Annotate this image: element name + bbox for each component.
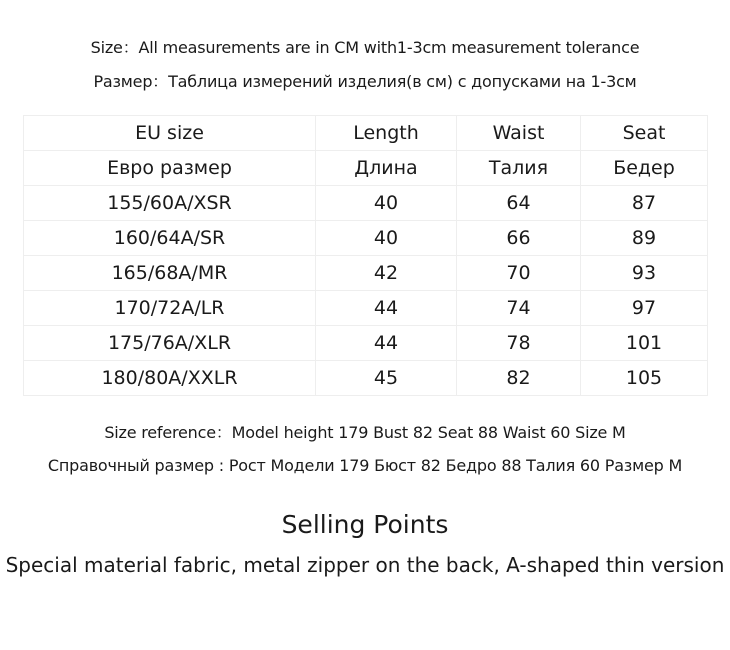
cell-seat: 101 (581, 326, 708, 361)
table-row (24, 186, 708, 221)
cell-length: 42 (316, 256, 457, 291)
header-seat: Seat (581, 116, 708, 151)
cell-length: 44 (316, 326, 457, 361)
cell-waist: 78 (457, 326, 581, 361)
table-header-row-russian (24, 151, 708, 186)
selling-points-title: Selling Points (281, 510, 449, 539)
intro-english: Size：All measurements are in CM with1-3cm measurement tolerance (90, 38, 640, 57)
cell-waist: 66 (457, 221, 581, 256)
table-row (24, 256, 708, 291)
intro-russian: Размер：Таблица измерений изделия(в см) с допусками на 1-3см (93, 72, 637, 91)
cell-length: 45 (316, 361, 457, 396)
cell-waist: 64 (457, 186, 581, 221)
selling-points-text: Special material fabric, metal zipper on the back, A-shaped thin version (5, 553, 725, 577)
cell-waist: 74 (457, 291, 581, 326)
header-length-ru: Длина (316, 151, 457, 186)
cell-size: 175/76A/XLR (24, 326, 316, 361)
table-row (24, 326, 708, 361)
table-row (24, 291, 708, 326)
header-waist: Waist (457, 116, 581, 151)
header-eu-size-ru: Евро размер (24, 151, 316, 186)
cell-size: 160/64A/SR (24, 221, 316, 256)
cell-size: 165/68A/MR (24, 256, 316, 291)
header-length: Length (316, 116, 457, 151)
size-reference-russian: Справочный размер : Рост Модели 179 Бюст 82 Бедро 88 Талия 60 Размер M (47, 456, 683, 475)
header-waist-ru: Талия (457, 151, 581, 186)
table-row (24, 361, 708, 396)
cell-seat: 93 (581, 256, 708, 291)
size-reference-english: Size reference：Model height 179 Bust 82 Seat 88 Waist 60 Size M (104, 423, 626, 442)
cell-seat: 97 (581, 291, 708, 326)
cell-size: 180/80A/XXLR (24, 361, 316, 396)
cell-length: 40 (316, 186, 457, 221)
header-eu-size: EU size (24, 116, 316, 151)
cell-size: 170/72A/LR (24, 291, 316, 326)
cell-waist: 82 (457, 361, 581, 396)
size-table (23, 115, 708, 396)
cell-seat: 87 (581, 186, 708, 221)
cell-length: 40 (316, 221, 457, 256)
cell-length: 44 (316, 291, 457, 326)
header-seat-ru: Бедер (581, 151, 708, 186)
table-header-row-english (24, 116, 708, 151)
table-row (24, 221, 708, 256)
cell-size: 155/60A/XSR (24, 186, 316, 221)
cell-seat: 105 (581, 361, 708, 396)
cell-waist: 70 (457, 256, 581, 291)
cell-seat: 89 (581, 221, 708, 256)
